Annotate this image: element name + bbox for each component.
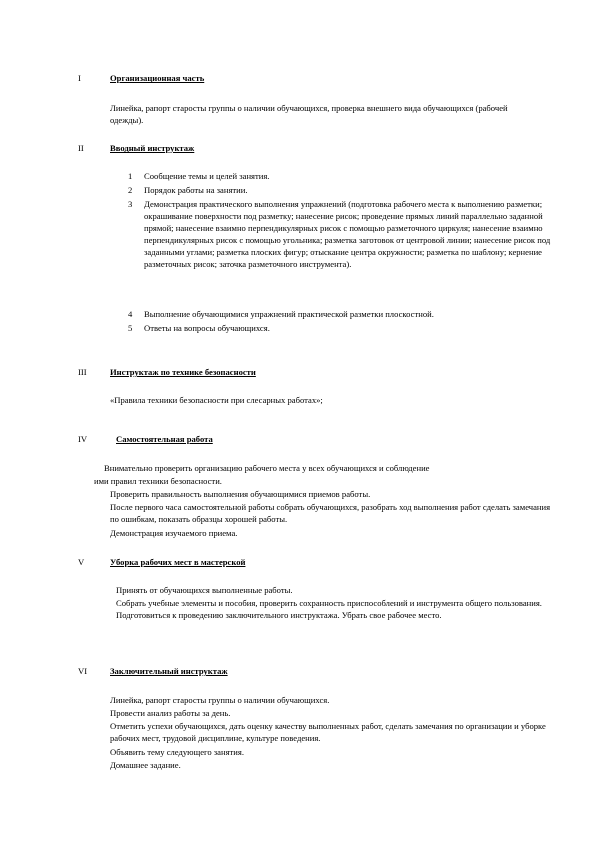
section-6-line: Отметить успехи обучающихся, дать оценку качеству выполненных работ, сделать замечания по организации и уборке рабочих мест, трудовой дисциплине, культуре поведения. xyxy=(110,721,546,743)
section-4-line: Демонстрация изучаемого приема. xyxy=(110,528,238,538)
section-4-line: ими правил техники безопасности. xyxy=(94,476,222,486)
section-4-line: Внимательно проверить организацию рабочего места у всех обучающихся и соблюдение xyxy=(104,463,430,473)
section-2-title: Вводный инструктаж xyxy=(110,143,195,153)
section-4-line: После первого часа самостоятельной работы собрать обучающихся, разобрать ход выполнения работ сделать замечания по ошибкам, показать образцы хорошей работы. xyxy=(110,502,551,524)
section-5-line: Принять от обучающихся выполненные работы. xyxy=(116,585,293,595)
section-3-title: Инструктаж по технике безопасности xyxy=(110,367,256,377)
section-1-text: Линейка, рапорт старосты группы о наличии обучающихся, проверка внешнего вида обучающихся (рабочей одежды). xyxy=(110,103,508,125)
section-6-line: Домашнее задание. xyxy=(110,760,181,770)
list-item-number: 1 xyxy=(128,171,133,181)
section-6-line: Провести анализ работы за день. xyxy=(110,708,231,718)
list-item-text: Сообщение темы и целей занятия. xyxy=(144,171,270,181)
section-3-numeral: III xyxy=(78,367,87,377)
section-2-numeral: II xyxy=(78,143,84,153)
list-item-number: 4 xyxy=(128,309,133,319)
list-item xyxy=(128,322,558,335)
list-item xyxy=(128,198,558,306)
section-5-title: Уборка рабочих мест в мастерской xyxy=(110,557,246,567)
list-item-text: Ответы на вопросы обучающихся. xyxy=(144,323,270,333)
list-item xyxy=(128,170,558,183)
section-6-line: Объявить тему следующего занятия. xyxy=(110,747,244,757)
list-item-text: Демонстрация практического выполнения упражнений (подготовка рабочего места к выполнению разметки; окрашивание поверхности под разметку; нанесение рисок; проведение прямых линий параллельно заданной прямой; нанесение взаимно перпендикулярных рисок с помощью разметочного циркуля; нанесение взаимно перпендикулярных рисок с помощью угольника; разметка заготовок от центровой линии; нанесение рисок под заданными углами; разметка плоских фигур; отыскание центра окружности; разметка по шаблону; кернение разметочных рисок; заточка разметочного инструмента). xyxy=(144,199,551,269)
list-item xyxy=(128,184,558,197)
list-item-number: 3 xyxy=(128,199,133,209)
section-3-text: «Правила техники безопасности при слесарных работах»; xyxy=(110,395,323,405)
list-item-number: 5 xyxy=(128,323,133,333)
section-6-title: Заключительный инструктаж xyxy=(110,666,228,676)
section-5-line: Собрать учебные элементы и пособия, проверить сохранность приспособлений и инструмента общего пользования. Подготовиться к проведению заключительного инструктажа. Убрать свое рабочее место. xyxy=(116,598,542,620)
section-4-line: Проверить правильность выполнения обучающимися приемов работы. xyxy=(110,489,371,499)
list-item-text: Выполнение обучающимися упражнений практической разметки плоскостной. xyxy=(144,309,434,319)
list-item xyxy=(128,308,558,321)
section-1-title: Организационная часть xyxy=(110,73,205,83)
section-6-line: Линейка, рапорт старосты группы о наличии обучающихся. xyxy=(110,695,330,705)
section-6-numeral: VI xyxy=(78,666,88,676)
section-4-title: Самостоятельная работа xyxy=(116,434,213,444)
section-4-numeral: IV xyxy=(78,434,88,444)
section-5-numeral: V xyxy=(78,557,85,567)
list-item-text: Порядок работы на занятии. xyxy=(144,185,248,195)
list-item-number: 2 xyxy=(128,185,133,195)
section-1-numeral: I xyxy=(78,73,81,83)
